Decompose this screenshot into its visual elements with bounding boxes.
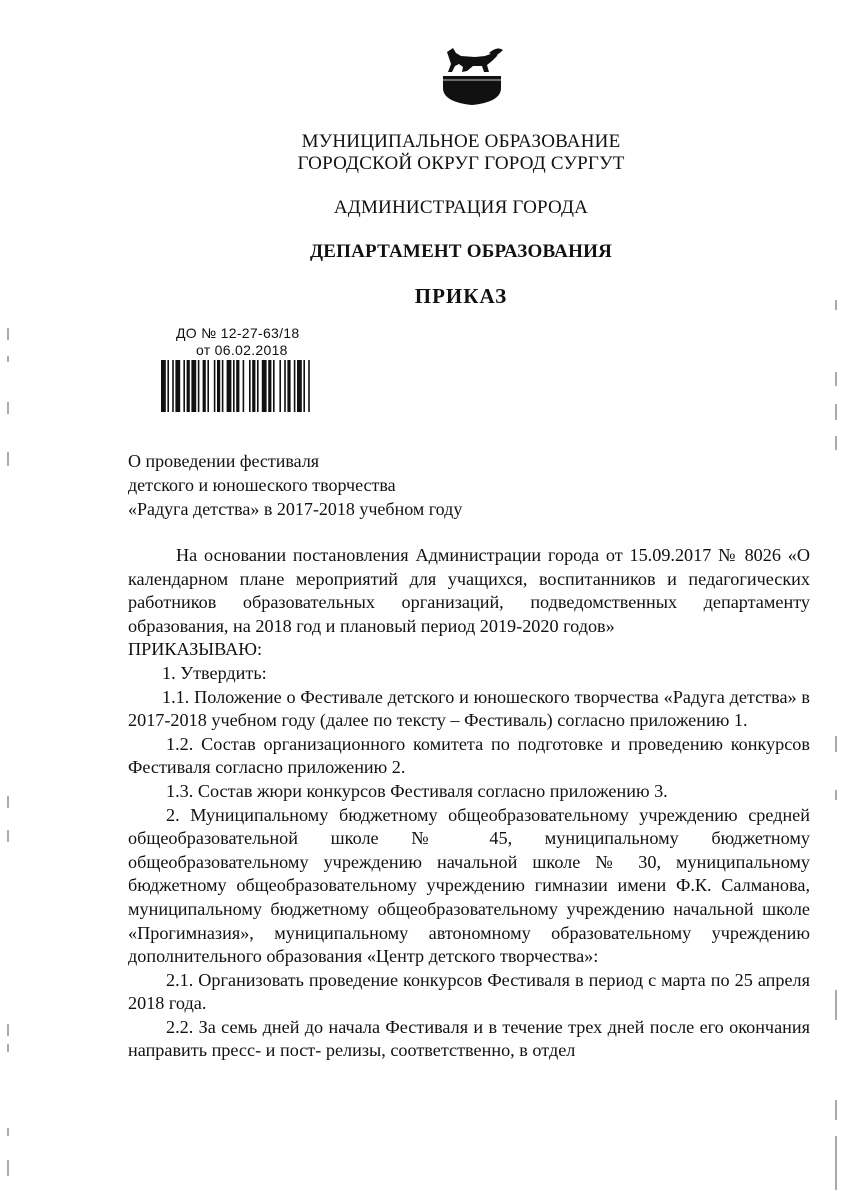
header-municipality: МУНИЦИПАЛЬНОЕ ОБРАЗОВАНИЕ xyxy=(301,131,621,152)
item-1: 1. Утвердить: xyxy=(162,662,267,683)
subject-line: О проведении фестиваля xyxy=(128,451,320,471)
header-administration: АДМИНИСТРАЦИЯ ГОРОДА xyxy=(333,197,589,218)
item-1-3: 1.3. Состав жюри конкурсов Фестиваля согласно приложению 3. xyxy=(166,780,668,801)
order-subject xyxy=(128,449,462,521)
order-word: ПРИКАЗЫВАЮ: xyxy=(128,639,263,660)
header-city-district: ГОРОДСКОЙ ОКРУГ ГОРОД СУРГУТ xyxy=(297,153,625,174)
subject-line: детского и юношеского творчества xyxy=(128,475,396,495)
surgut-fox-emblem-icon xyxy=(437,44,507,106)
barcode-icon xyxy=(161,360,355,412)
registration-date: от 06.02.2018 xyxy=(196,342,288,358)
order-body xyxy=(128,544,810,1063)
header-department: ДЕПАРТАМЕНТ ОБРАЗОВАНИЯ xyxy=(310,241,612,262)
document-type-title: ПРИКАЗ xyxy=(414,284,508,308)
subject-line: «Радуга детства» в 2017-2018 учебном году xyxy=(128,499,463,519)
item-2-2: 2.2. За семь дней до начала Фестиваля и в течение трех дней после его окончания направить пресс- и пост- релизы, соответственно, в отдел xyxy=(128,1016,810,1061)
item-1-1: 1.1. Положение о Фестивале детского и юношеского творчества «Радуга детства» в 2017-2018 учебном году (далее по тексту – Фестиваль) согласно приложению 1. xyxy=(128,686,810,731)
item-1-2: 1.2. Состав организационного комитета по подготовке и проведению конкурсов Фестиваля согласно приложению 2. xyxy=(128,733,810,778)
item-2: 2. Муниципальному бюджетному общеобразовательному учреждению средней общеобразовательной школе № 45, муниципальному бюджетному общеобразовательному учреждению начальной школе № 30, муниципальному бюджетному общеобразовательному учреждению гимназии имени Ф.К. Салманова, муниципальному бюджетному общеобразовательному учреждению начальной школе «Прогимназия», муниципальному автономному образовательному учреждению дополнительного образования «Центр детского творчества»: xyxy=(128,804,810,967)
preamble-paragraph: На основании постановления Администрации города от 15.09.2017 № 8026 «О календарном плане мероприятий для учащихся, воспитанников и педагогических работников образовательных организаций, подведомственных департаменту образования, на 2018 год и плановый период 2019-2020 годов» xyxy=(128,545,810,636)
registration-number: ДО № 12-27-63/18 xyxy=(176,325,300,341)
item-2-1: 2.1. Организовать проведение конкурсов Фестиваля в период с марта по 25 апреля 2018 года. xyxy=(128,969,810,1014)
